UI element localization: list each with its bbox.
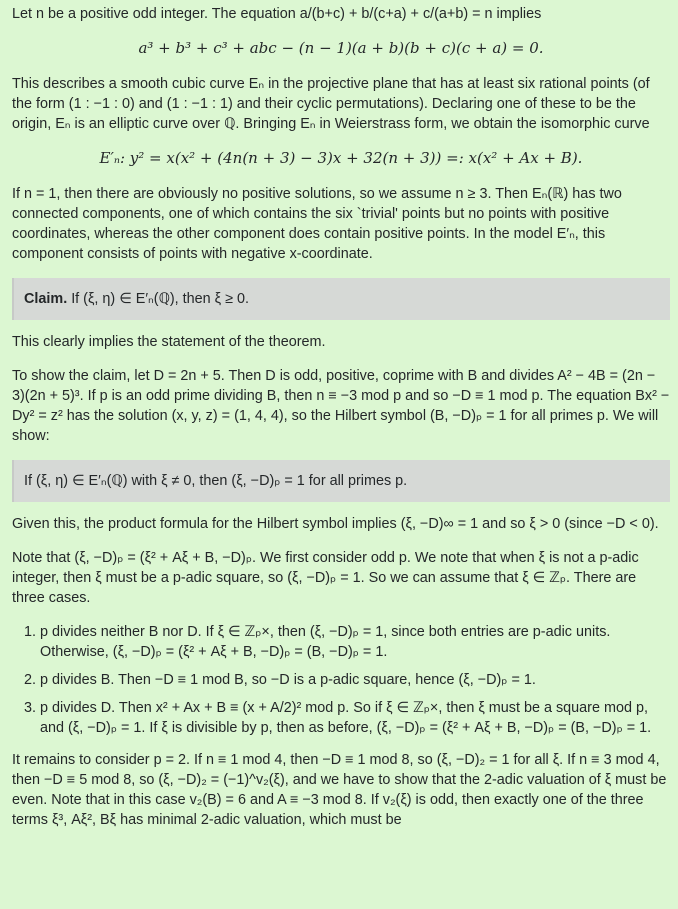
implication-paragraph: This clearly implies the statement of the theorem. — [12, 334, 326, 350]
proof-setup-paragraph: To show the claim, let D = 2n + 5. Then D is odd, positive, coprime with B and divides A² − 4B = (2n − 3)(2n + 5)³. If p is an odd prime dividing B, then n ≡ −3 mod p and so −D ≡ 1 mod p. The equation Bx² − Dy² = z² has the solution (x, y, z) = (1, 4, 4), so the Hilbert symbol (B, −D)ₚ = 1 for all primes p. We will show: — [12, 368, 670, 444]
case-item: 2. p divides B. Then −D ≡ 1 mod B, so −D is a p-adic square, hence (ξ, −D)ₚ = 1. — [40, 670, 670, 690]
case-item: 1. p divides neither B nor D. If ξ ∈ ℤₚ×, then (ξ, −D)ₚ = 1, since both entries are p-adic units. Otherwise, (ξ, −D)ₚ = (ξ² + Aξ + B, −D)ₚ = (B, −D)ₚ = 1. — [40, 622, 670, 662]
prime-two-paragraph: It remains to consider p = 2. If n ≡ 1 mod 4, then −D ≡ 1 mod 8, so (ξ, −D)₂ = 1 for all ξ. If n ≡ 3 mod 4, then −D ≡ 5 mod 8, so (ξ, −D)₂ = (−1)^v₂(ξ), and we have to show that the 2-adic valuation of ξ must be even. Note that in this case v₂(B) = 6 and A ≡ −3 mod 8. If v₂(ξ) is odd, then exactly one of the three terms ξ³, Aξ², Bξ has minimal 2-adic valuation, which must be — [12, 752, 667, 828]
statement-box: If (ξ, η) ∈ E′ₙ(ℚ) with ξ ≠ 0, then (ξ, −D)ₚ = 1 for all primes p. — [12, 460, 670, 502]
case-item: 3. p divides D. Then x² + Ax + B ≡ (x + A/2)² mod p. So if ξ ∈ ℤₚ×, then ξ must be a square mod p, and (ξ, −D)ₚ = 1. If ξ is divisible by p, then as before, (ξ, −D)ₚ = (ξ² + Aξ + B, −D)ₚ = (B, −D)ₚ = 1. — [40, 698, 670, 738]
claim-text: If (ξ, η) ∈ E′ₙ(ℚ), then ξ ≥ 0. — [71, 291, 250, 307]
product-formula-paragraph: Given this, the product formula for the Hilbert symbol implies (ξ, −D)∞ = 1 and so ξ > 0 (since −D < 0). — [12, 516, 659, 532]
equation-cubic: a³ + b³ + c³ + abc − (n − 1)(a + b)(b + c)(c + a) = 0. — [138, 39, 544, 57]
equation-weierstrass: E′ₙ: y² = x(x² + (4n(n + 3) − 3)x + 32(n + 3)) =: x(x² + Ax + B). — [99, 149, 583, 167]
claim-box — [12, 278, 670, 320]
curve-paragraph: This describes a smooth cubic curve Eₙ in the projective plane that has at least six rational points (of the form (1 : −1 : 0) and (1 : −1 : 1) and their cyclic permutations). Declaring one of these to be the origin, Eₙ is an elliptic curve over ℚ. Bringing Eₙ in Weierstrass form, we obtain the isomorphic curve — [12, 76, 650, 132]
cases-list — [12, 622, 670, 738]
intro-paragraph: Let n be a positive odd integer. The equation a/(b+c) + b/(c+a) + c/(a+b) = n implies — [12, 6, 542, 22]
claim-label: Claim. — [24, 291, 68, 307]
components-paragraph: If n = 1, then there are obviously no positive solutions, so we assume n ≥ 3. Then Eₙ(ℝ) has two connected components, one of which contains the six `trivial' points but no points with positive coordinates, whereas the other component does contain positive points. In the model E′ₙ, this component consists of points with negative x-coordinate. — [12, 186, 622, 262]
odd-prime-paragraph: Note that (ξ, −D)ₚ = (ξ² + Aξ + B, −D)ₚ. We first consider odd p. We note that when ξ is not a p-adic integer, then ξ must be a p-adic square, so (ξ, −D)ₚ = 1. So we can assume that ξ ∈ ℤₚ. There are three cases. — [12, 550, 639, 606]
